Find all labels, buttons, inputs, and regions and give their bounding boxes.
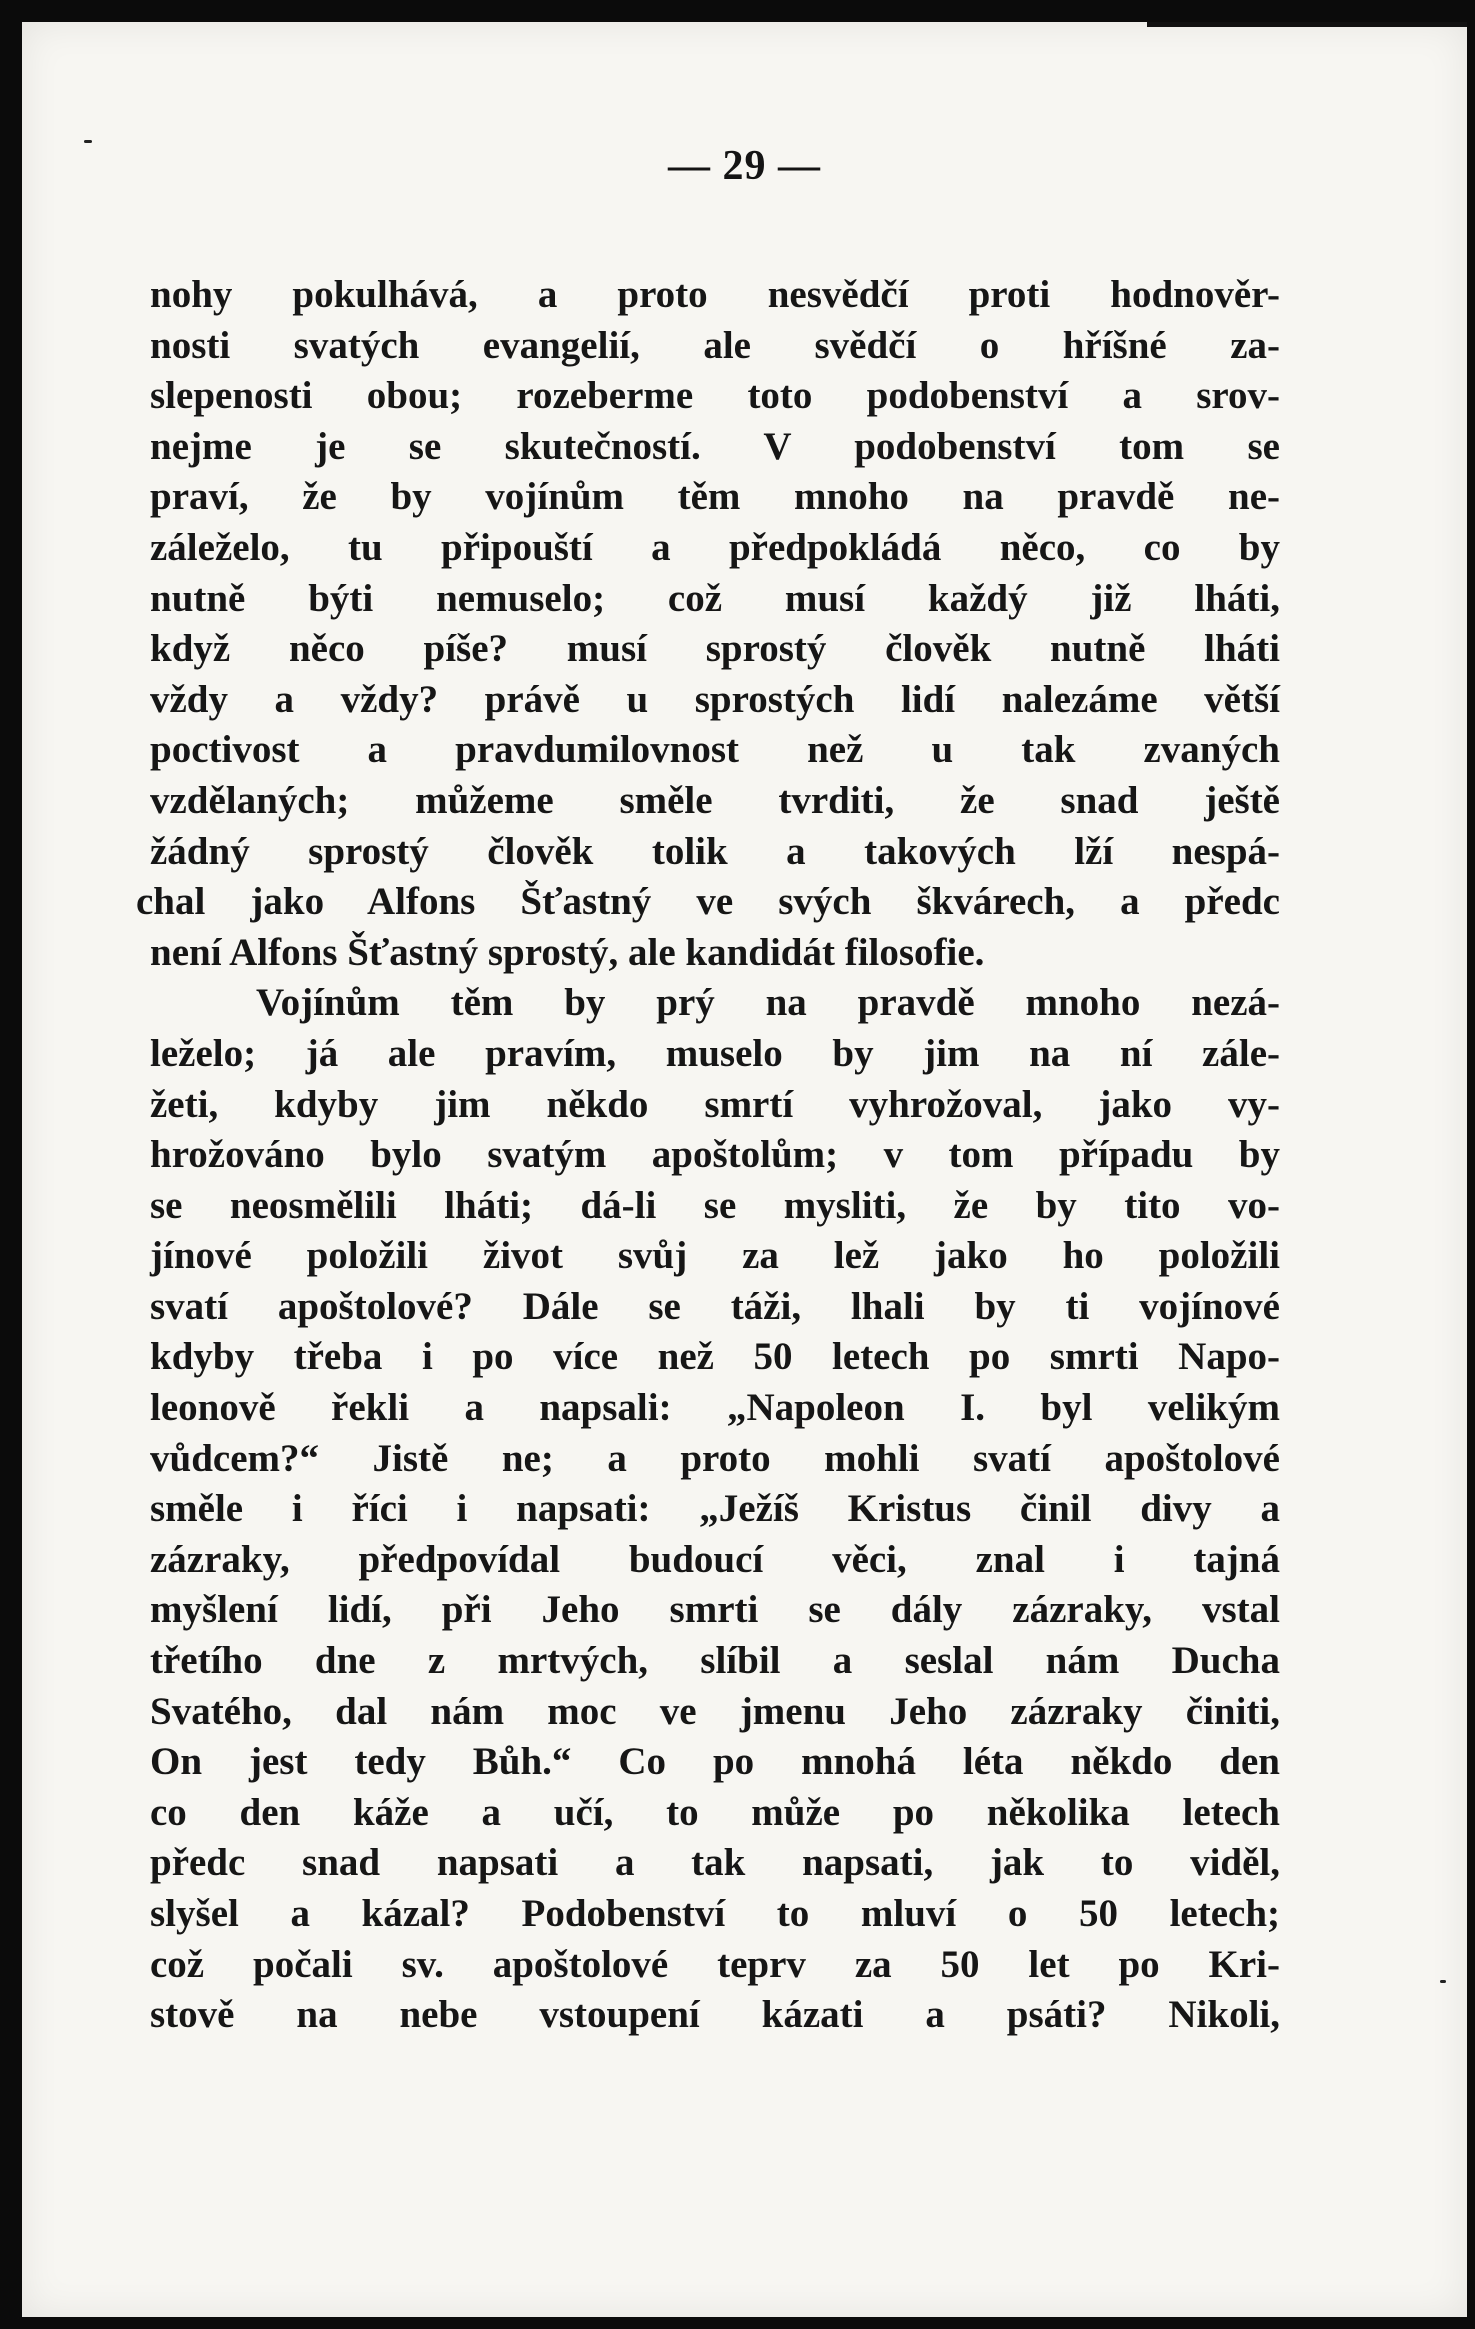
text-line: když něco píše? musí sprostý člověk nutně lháti [150, 627, 1280, 671]
text-line: svatí apoštolové? Dále se táži, lhali by ti vojínové [150, 1284, 1280, 1328]
text-line: jínové položili život svůj za lež jako ho položili [150, 1234, 1280, 1278]
text-line: co den káže a učí, to může po několika letech [150, 1790, 1280, 1834]
text-line: záleželo, tu připouští a předpokládá něco, co by [150, 525, 1280, 569]
book-page [22, 22, 1467, 2317]
text-line: Svatého, dal nám moc ve jmenu Jeho zázraky činiti, [150, 1689, 1280, 1733]
text-line: nejme je se skutečností. V podobenství tom se [150, 424, 1280, 468]
text-line: leonově řekli a napsali: „Napoleon I. byl velikým [150, 1386, 1280, 1430]
text-line: třetího dne z mrtvých, slíbil a seslal nám Ducha [150, 1639, 1280, 1683]
text-line: zázraky, předpovídal budoucí věci, znal i tajná [150, 1537, 1280, 1581]
text-line: žádný sprostý člověk tolik a takových lží nespá- [150, 829, 1280, 873]
text-line: směle i říci i napsati: „Ježíš Kristus činil divy a [150, 1487, 1280, 1531]
text-line: vzdělaných; můžeme směle tvrditi, že snad ještě [150, 778, 1280, 822]
text-line: vůdcem?“ Jistě ne; a proto mohli svatí apoštolové [150, 1436, 1280, 1480]
text-line: On jest tedy Bůh.“ Co po mnohá léta někdo den [150, 1740, 1280, 1784]
text-line: myšlení lidí, při Jeho smrti se dály zázraky, vstal [150, 1588, 1280, 1632]
ink-speck [1440, 1980, 1446, 1983]
text-line: slepenosti obou; rozeberme toto podobenství a srov- [150, 374, 1280, 418]
text-line: praví, že by vojínům těm mnoho na pravdě ne- [150, 475, 1280, 519]
text-line: kdyby třeba i po více než 50 letech po smrti Napo- [150, 1335, 1280, 1379]
body-text [136, 270, 1280, 2041]
text-line: leželo; já ale pravím, muselo by jim na ní zále- [150, 1031, 1280, 1075]
paragraph-start-line: Vojínům těm by prý na pravdě mnoho nezá- [256, 981, 1280, 1025]
text-line: není Alfons Šťastný sprostý, ale kandidát filosofie. [150, 930, 985, 974]
text-line: nohy pokulhává, a proto nesvědčí proti hodnověr- [150, 273, 1280, 316]
text-line: se neosmělili lháti; dá-li se mysliti, že by tito vo- [150, 1183, 1280, 1227]
text-line: stově na nebe vstoupení kázati a psáti? Nikoli, [150, 1993, 1280, 2037]
page-number: — 29 — [668, 143, 821, 189]
text-line: předc snad napsati a tak napsati, jak to viděl, [150, 1841, 1280, 1885]
text-line: hrožováno bylo svatým apoštolům; v tom případu by [150, 1133, 1280, 1177]
text-line: nutně býti nemuselo; což musí každý již lháti, [150, 576, 1280, 620]
text-line: poctivost a pravdumilovnost než u tak zvaných [150, 728, 1280, 772]
text-line: nosti svatých evangelií, ale svědčí o hříšné za- [150, 323, 1280, 367]
text-line: což počali sv. apoštolové teprv za 50 let po Kri- [150, 1942, 1280, 1986]
scan-edge-mark [1147, 22, 1467, 27]
text-line: vždy a vždy? právě u sprostých lidí nalezáme větší [150, 677, 1280, 721]
text-line: slyšel a kázal? Podobenství to mluví o 50 letech; [150, 1892, 1280, 1935]
text-line: chal jako Alfons Šťastný ve svých škvárech, a předc [136, 880, 1280, 924]
text-line: žeti, kdyby jim někdo smrtí vyhrožoval, jako vy- [150, 1082, 1280, 1126]
